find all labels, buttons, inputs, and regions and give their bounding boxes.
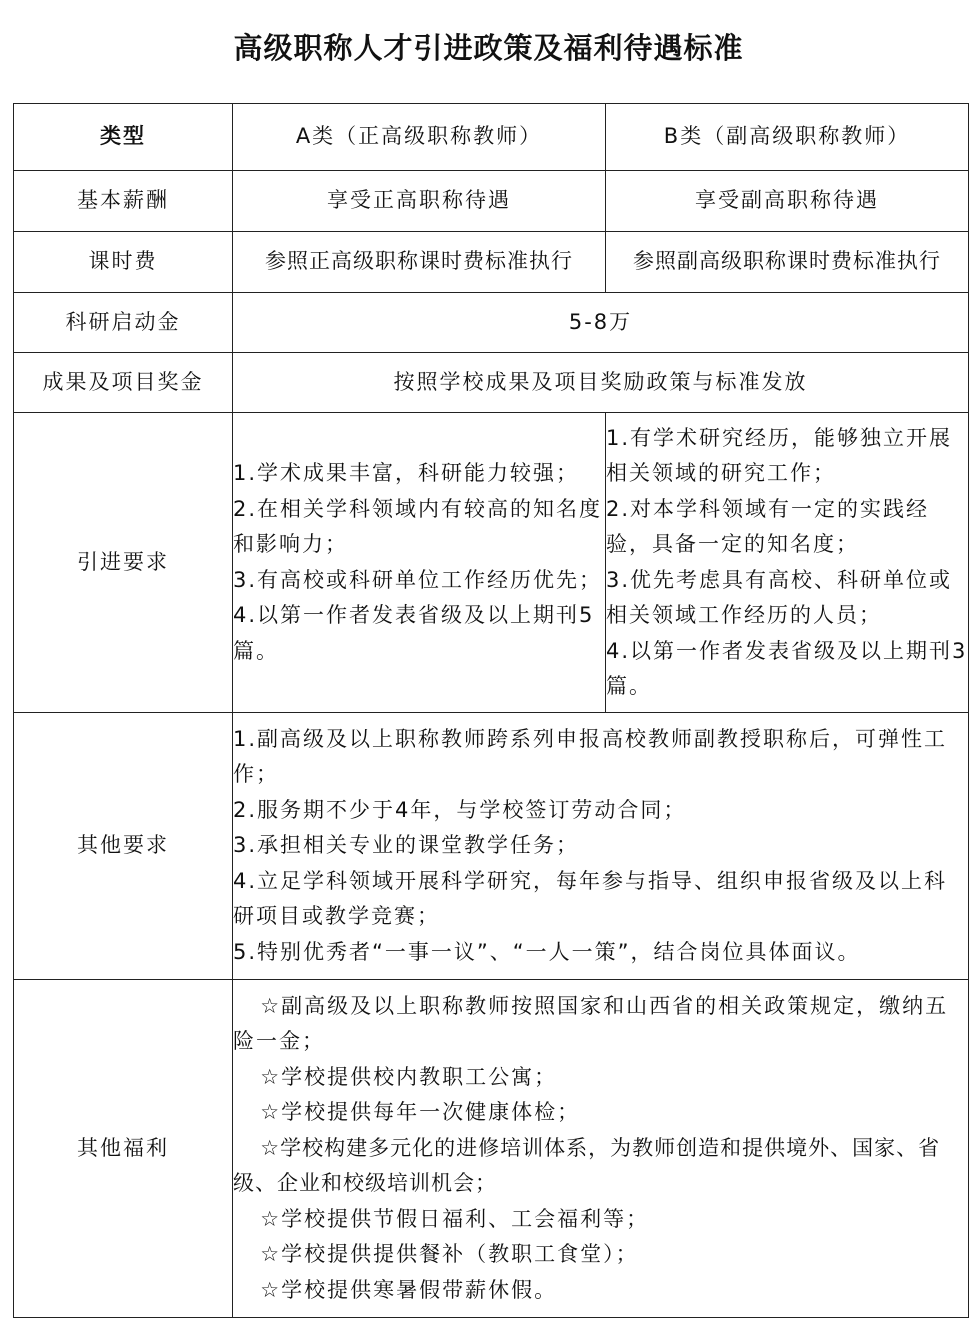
row-lesson-fee bbox=[14, 232, 969, 293]
requirement-a-item: 3.有高校或科研单位工作经历优先； bbox=[233, 567, 603, 592]
row-benefits bbox=[14, 980, 969, 1318]
other-requirement-item: 5.特别优秀者“一事一议”、“一人一策”，结合岗位具体面议。 bbox=[233, 939, 861, 964]
row-label-other-requirements: 其他要求 bbox=[14, 713, 233, 980]
other-requirement-item: 4.立足学科领域开展科学研究，每年参与指导、组织申报省级及以上科研项目或教学竞赛； bbox=[233, 868, 948, 929]
cell-lesson-fee-b: 参照副高级职称课时费标准执行 bbox=[606, 232, 969, 293]
other-requirement-item: 3.承担相关专业的课堂教学任务； bbox=[233, 833, 580, 858]
benefit-item: ☆学校提供节假日福利、工会福利等； bbox=[260, 1206, 650, 1231]
requirement-b-item: 3.优先考虑具有高校、科研单位或相关领域工作经历的人员； bbox=[606, 567, 953, 627]
row-salary bbox=[14, 171, 969, 232]
cell-salary-a: 享受正高职称待遇 bbox=[233, 171, 606, 232]
header-category: 类型 bbox=[14, 104, 233, 171]
header-class-a: A类（正高级职称教师） bbox=[233, 104, 606, 171]
cell-requirements-b bbox=[606, 413, 969, 713]
benefit-item: ☆学校提供每年一次健康体检； bbox=[260, 1100, 581, 1125]
header-row bbox=[14, 104, 969, 171]
row-label-lesson-fee: 课时费 bbox=[14, 232, 233, 293]
benefit-item: ☆学校提供提供餐补（教职工食堂）； bbox=[260, 1242, 639, 1267]
benefit-item: ☆副高级及以上职称教师按照国家和山西省的相关政策规定，缴纳五险一金； bbox=[233, 993, 949, 1054]
requirement-a-item: 1.学术成果丰富，科研能力较强； bbox=[233, 461, 580, 485]
requirement-a-item: 2.在相关学科领域内有较高的知名度和影响力； bbox=[233, 496, 603, 556]
row-label-requirements: 引进要求 bbox=[14, 413, 233, 713]
cell-achievement-bonus: 按照学校成果及项目奖励政策与标准发放 bbox=[233, 353, 969, 413]
requirement-a-item: 4.以第一作者发表省级及以上期刊5篇。 bbox=[233, 603, 595, 663]
requirement-b-item: 1.有学术研究经历，能够独立开展相关领域的研究工作； bbox=[606, 425, 953, 485]
policy-table bbox=[13, 103, 969, 1318]
row-label-salary: 基本薪酬 bbox=[14, 171, 233, 232]
page-title: 高级职称人才引进政策及福利待遇标准 bbox=[233, 31, 744, 65]
cell-salary-b: 享受副高职称待遇 bbox=[606, 171, 969, 232]
cell-lesson-fee-a: 参照正高级职称课时费标准执行 bbox=[233, 232, 606, 293]
header-class-b: B类（副高级职称教师） bbox=[606, 104, 969, 171]
other-requirement-item: 1.副高级及以上职称教师跨系列申报高校教师副教授职称后，可弹性工作； bbox=[233, 726, 948, 787]
row-label-benefits: 其他福利 bbox=[14, 980, 233, 1318]
row-other-requirements bbox=[14, 713, 969, 980]
row-achievement-bonus bbox=[14, 353, 969, 413]
cell-research-fund: 5-8万 bbox=[233, 293, 969, 353]
row-label-research-fund: 科研启动金 bbox=[14, 293, 233, 353]
row-requirements bbox=[14, 413, 969, 713]
cell-requirements-a bbox=[233, 413, 606, 713]
benefit-item: ☆学校提供寒暑假带薪休假。 bbox=[260, 1277, 558, 1302]
benefit-item: ☆学校提供校内教职工公寓； bbox=[260, 1064, 558, 1089]
row-label-achievement-bonus: 成果及项目奖金 bbox=[14, 353, 233, 413]
requirement-b-item: 2.对本学科领域有一定的实践经验，具备一定的知名度； bbox=[606, 496, 930, 556]
other-requirement-item: 2.服务期不少于4年，与学校签订劳动合同； bbox=[233, 797, 687, 822]
row-research-fund bbox=[14, 293, 969, 353]
cell-other-requirements bbox=[233, 713, 969, 980]
benefit-item: ☆学校构建多元化的进修培训体系，为教师创造和提供境外、国家、省级、企业和校级培训机会； bbox=[233, 1135, 941, 1196]
cell-benefits bbox=[233, 980, 969, 1318]
requirement-b-item: 4.以第一作者发表省级及以上期刊3篇。 bbox=[606, 638, 968, 698]
